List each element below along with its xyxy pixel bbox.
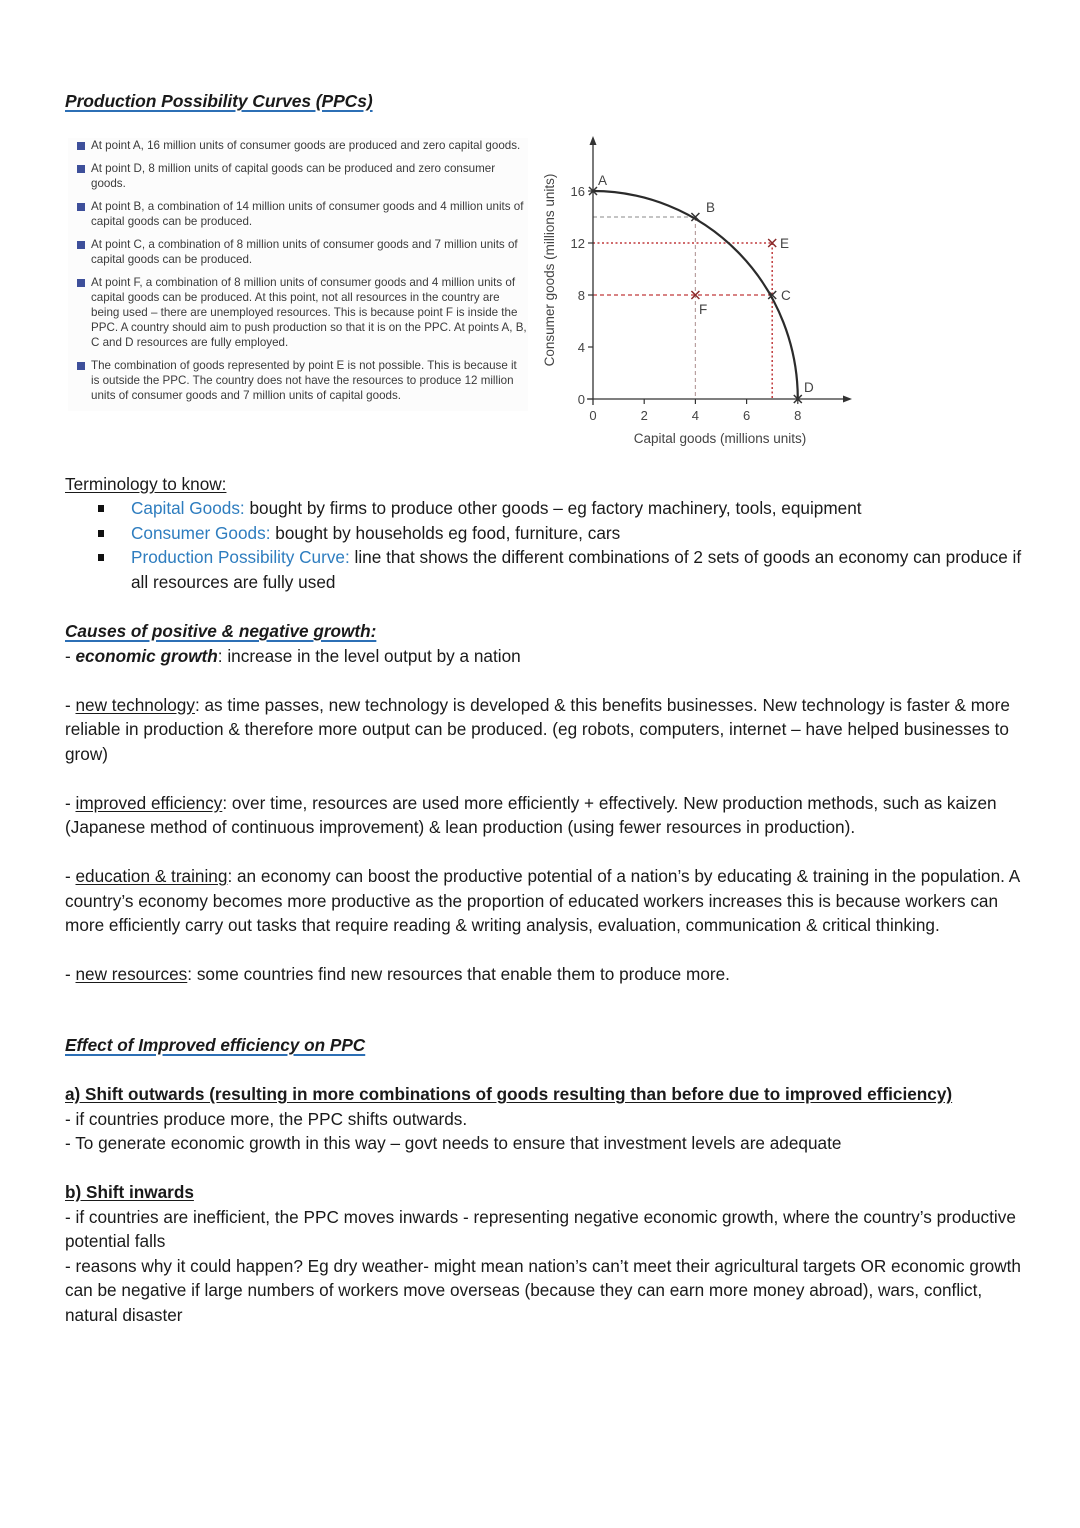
cause-term: improved efficiency <box>75 792 223 813</box>
square-bullet-icon <box>77 241 85 249</box>
definition-term: economic growth <box>75 645 218 666</box>
figure-note: At point C, a combination of 8 million units of consumer goods and 7 million units of capital goods can be produced. <box>68 237 528 267</box>
term-definition: line that shows the different combinations of 2 sets of goods an economy can produce if all resources are fully used <box>131 547 1022 592</box>
page-title: Production Possibility Curves (PPCs) <box>65 91 373 111</box>
shift-outwards-line: - if countries produce more, the PPC shifts outwards. <box>65 1108 468 1129</box>
point-label-c: C <box>781 288 791 303</box>
point-label-b: B <box>706 200 716 215</box>
y-axis-arrow-icon <box>590 136 597 145</box>
square-bullet-icon <box>77 279 85 287</box>
figure-note: The combination of goods represented by point E is not possible. This is because it is outside the PPC. The country does not have the resources to produce 12 million units of consumer goods and 7 million units of capital goods. <box>68 358 528 403</box>
x-tick-label: 6 <box>742 408 751 423</box>
shift-outwards-line: - To generate economic growth in this way – govt needs to ensure that investment levels are adequate <box>65 1133 842 1153</box>
y-tick-label: 16 <box>570 184 585 199</box>
point-label-e: E <box>780 236 790 251</box>
point-label-f: F <box>699 302 708 317</box>
square-bullet-icon <box>77 203 85 211</box>
term-definition: bought by households eg food, furniture, cars <box>270 522 621 543</box>
square-bullet-icon <box>77 362 85 370</box>
point-label-a: A <box>598 173 608 188</box>
square-bullet-icon <box>98 554 104 561</box>
x-tick-label: 2 <box>640 408 648 423</box>
figure-notes-list <box>68 138 528 411</box>
figure-note: At point A, 16 million units of consumer goods are produced and zero capital goods. <box>68 138 528 153</box>
economic-growth-definition: - economic growth: increase in the level output by a nation <box>65 645 521 666</box>
figure-note: At point F, a combination of 8 million units of consumer goods and 4 million units of capital goods can be produced. At this point, not all resources in the country are being used – there are unemployed resources. This is because point F is inside the PPC. A country should aim to push production so that it is on the PPC. At points A, B, C and D resources are fully employed. <box>68 275 528 350</box>
y-tick-label: 4 <box>577 340 585 355</box>
point-label-d: D <box>804 380 814 395</box>
terminology-list <box>96 496 1036 594</box>
cause-item: - education & training: an economy can boost the productive potential of a nation’s by educating & training in the population. A country’s economy becomes more productive as the proportion of educated workers increases this is because workers can more efficiently carry out tasks that require reading & writing analysis, evaluation, communication & critical thinking. <box>65 866 1020 935</box>
x-axis-arrow-icon <box>843 396 852 403</box>
term-name: Consumer Goods: <box>131 522 271 543</box>
y-tick-label: 8 <box>577 288 585 303</box>
cause-term: new resources <box>75 964 188 984</box>
cause-item: - new resources: some countries find new resources that enable them to produce more. <box>65 964 730 984</box>
term-name: Capital Goods: <box>131 498 245 518</box>
terminology-item <box>96 545 1036 594</box>
cause-term: education & training <box>75 866 228 886</box>
square-bullet-icon <box>77 142 85 150</box>
terminology-heading: Terminology to know: <box>65 474 227 494</box>
effect-heading: Effect of Improved efficiency on PPC <box>65 1035 366 1055</box>
terminology-item <box>96 496 1036 521</box>
x-tick-label: 8 <box>794 408 802 423</box>
ppc-chart <box>540 130 860 450</box>
y-axis-label: Consumer goods (millions units) <box>542 173 557 367</box>
ppc-chart-svg <box>540 130 860 450</box>
term-name: Production Possibility Curve: <box>131 547 350 567</box>
shift-inwards-line: - reasons why it could happen? Eg dry weather- might mean nation’s can’t meet their agricultural targets OR economic growth can be negative if large numbers of workers move overseas (because they can earn more money abroad), wars, conflict, natural disaster <box>65 1255 1021 1325</box>
square-bullet-icon <box>77 165 85 173</box>
term-definition: bought by firms to produce other goods – eg factory machinery, tools, equipment <box>244 498 862 518</box>
effect-section <box>65 1033 1025 1327</box>
figure-note: At point D, 8 million units of capital goods can be produced and zero consumer goods. <box>68 161 528 191</box>
cause-term: new technology <box>75 694 195 715</box>
x-axis-label: Capital goods (millions units) <box>633 431 807 446</box>
causes-heading: Causes of positive & negative growth: <box>65 621 377 641</box>
causes-section <box>65 619 1025 987</box>
x-tick-label: 4 <box>691 408 700 423</box>
shift-inwards-heading: b) Shift inwards <box>65 1182 194 1202</box>
x-tick-label: 0 <box>589 408 597 423</box>
square-bullet-icon <box>98 530 104 537</box>
y-tick-label: 12 <box>570 236 585 251</box>
cause-item: - new technology: as time passes, new technology is developed & this benefits businesses. New technology is faster & more reliable in production & therefore more output can be produced. (eg robots, computers, internet – have helped businesses to grow) <box>65 694 1010 764</box>
shift-inwards-line: - if countries are inefficient, the PPC moves inwards - representing negative economic growth, where the country’s productive potential falls <box>65 1206 1016 1251</box>
shift-outwards-heading: a) Shift outwards (resulting in more combinations of goods resulting than before due to improved efficiency) <box>65 1084 953 1104</box>
square-bullet-icon <box>98 505 104 512</box>
y-tick-label: 0 <box>577 392 585 407</box>
terminology-item <box>96 521 1036 546</box>
figure-note: At point B, a combination of 14 million units of consumer goods and 4 million units of capital goods can be produced. <box>68 199 528 229</box>
cause-item: - improved efficiency: over time, resources are used more efficiently + effectively. New production methods, such as kaizen (Japanese method of continuous improvement) & lean production (using fewer resources in production). <box>65 792 997 837</box>
